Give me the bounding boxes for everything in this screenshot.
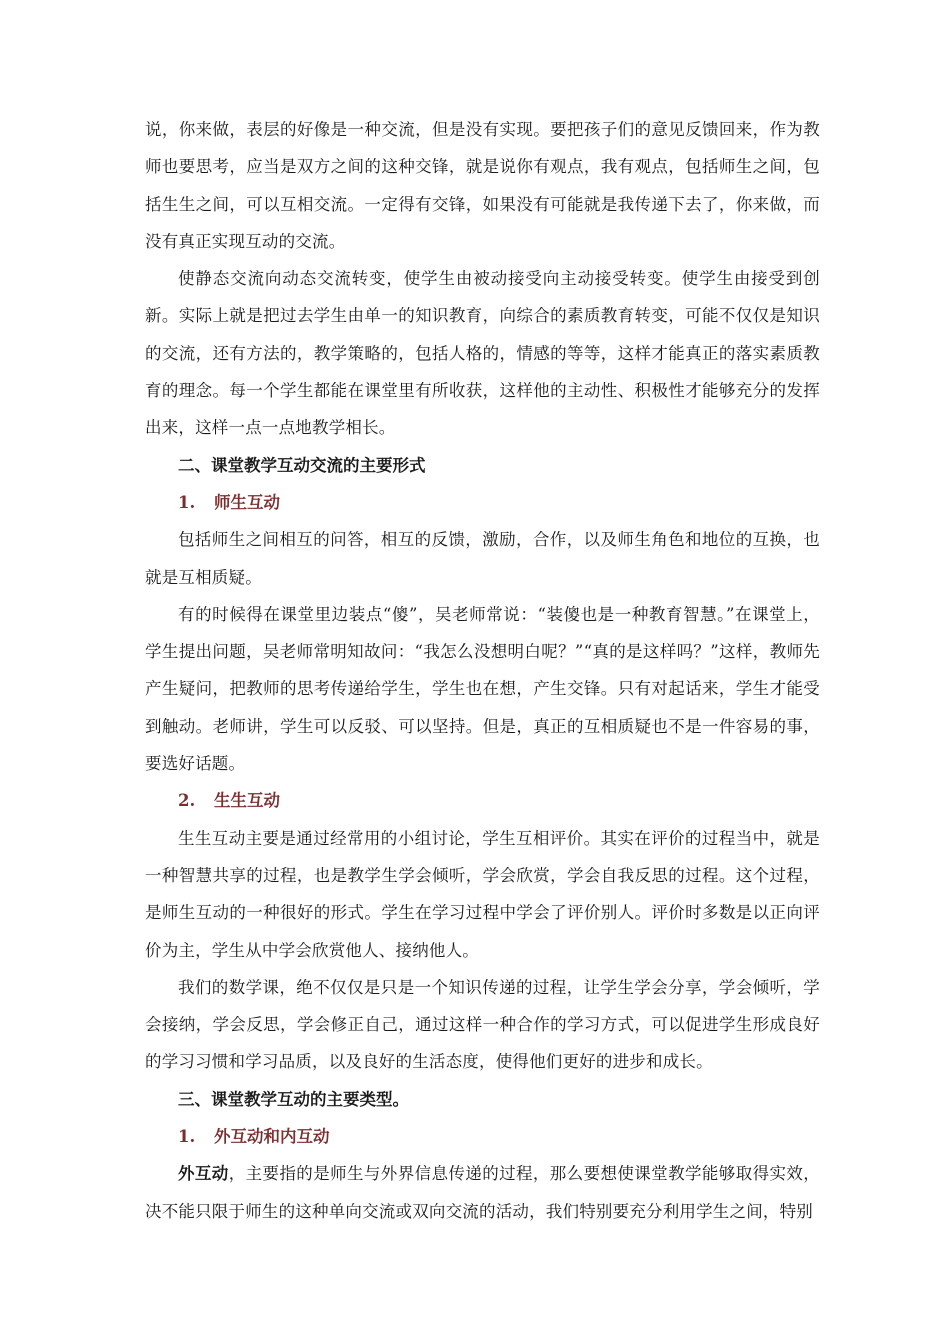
section-heading-2: 二、课堂教学互动交流的主要形式 [178, 455, 426, 475]
paragraph-6: 我们的数学课，绝不仅仅是只是一个知识传递的过程，让学生学会分享，学会倾听，学会接纳，学会反思，学会修正自己，通过这样一种合作的学习方式，可以促进学生形成良好的学习习惯和学习品质，以及良好的生活态度，使得他们更好的进步和成长。 [145, 977, 820, 1072]
paragraph-3: 包括师生之间相互的问答，相互的反馈，激励，合作，以及师生角色和地位的互换，也就是互相质疑。 [145, 530, 820, 587]
subheading-student-student [145, 782, 820, 819]
section-heading-3: 三、课堂教学互动的主要类型。 [178, 1089, 409, 1109]
paragraph-7-lead: 外互动 [178, 1164, 229, 1184]
paragraph-2: 使静态交流向动态交流转变，使学生由被动接受向主动接受转变。使学生由接受到创新。实际上就是把过去学生由单一的知识教育，向综合的素质教育转变，可能不仅仅是知识的交流，还有方法的，教学策略的，包括人格的，情感的等等，这样才能真正的落实素质教育的理念。每一个学生都能在课堂里有所收获，这样他的主动性、积极性才能够充分的发挥出来，这样一点一点地教学相长。 [145, 269, 820, 438]
paragraph-7-body: ，主要指的是师生与外界信息传递的过程，那么要想使课堂教学能够取得实效，决不能只限于师生的这种单向交流或双向交流的活动，我们特别要充分利用学生之间，特别 [145, 1164, 820, 1221]
paragraph-1: 说，你来做，表层的好像是一种交流，但是没有实现。要把孩子们的意见反馈回来，作为教师也要思考，应当是双方之间的这种交锋，就是说你有观点，我有观点，包括师生之间，包括生生之间，可以互相交流。一定得有交锋，如果没有可能就是我传递下去了，你来做，而没有真正实现互动的交流。 [145, 120, 820, 251]
paragraph-5: 生生互动主要是通过经常用的小组讨论，学生互相评价。其实在评价的过程当中，就是一种智慧共享的过程，也是教学生学会倾听，学会欣赏，学会自我反思的过程。这个过程，是师生互动的一种很好的形式。学生在学习过程中学会了评价别人。评价时多数是以正向评价为主，学生从中学会欣赏他人、接纳他人。 [145, 828, 820, 960]
paragraph-7 [145, 1155, 820, 1230]
subheading-number: 1. [178, 1127, 196, 1147]
paragraph-4: 有的时候得在课堂里边装点“傻”，吴老师常说：“装傻也是一种教育智慧。”在课堂上，学生提出问题，吴老师常明知故问：“我怎么没想明白呢？”“真的是这样吗？”这样，教师先产生疑问，把教师的思考传递给学生，学生也在想，产生交锋。只有对起话来，学生才能受到触动。老师讲，学生可以反驳、可以坚持。但是，真正的互相质疑也不是一件容易的事，要选好话题。 [145, 604, 820, 774]
subheading-title: 外互动和内互动 [214, 1127, 330, 1147]
subheading-number: 1. [178, 492, 196, 512]
subheading-title: 生生互动 [214, 791, 280, 811]
subheading-title: 师生互动 [214, 492, 280, 512]
subheading-teacher-student [145, 484, 820, 521]
subheading-outer-inner [145, 1118, 820, 1155]
subheading-number: 2. [178, 791, 196, 811]
